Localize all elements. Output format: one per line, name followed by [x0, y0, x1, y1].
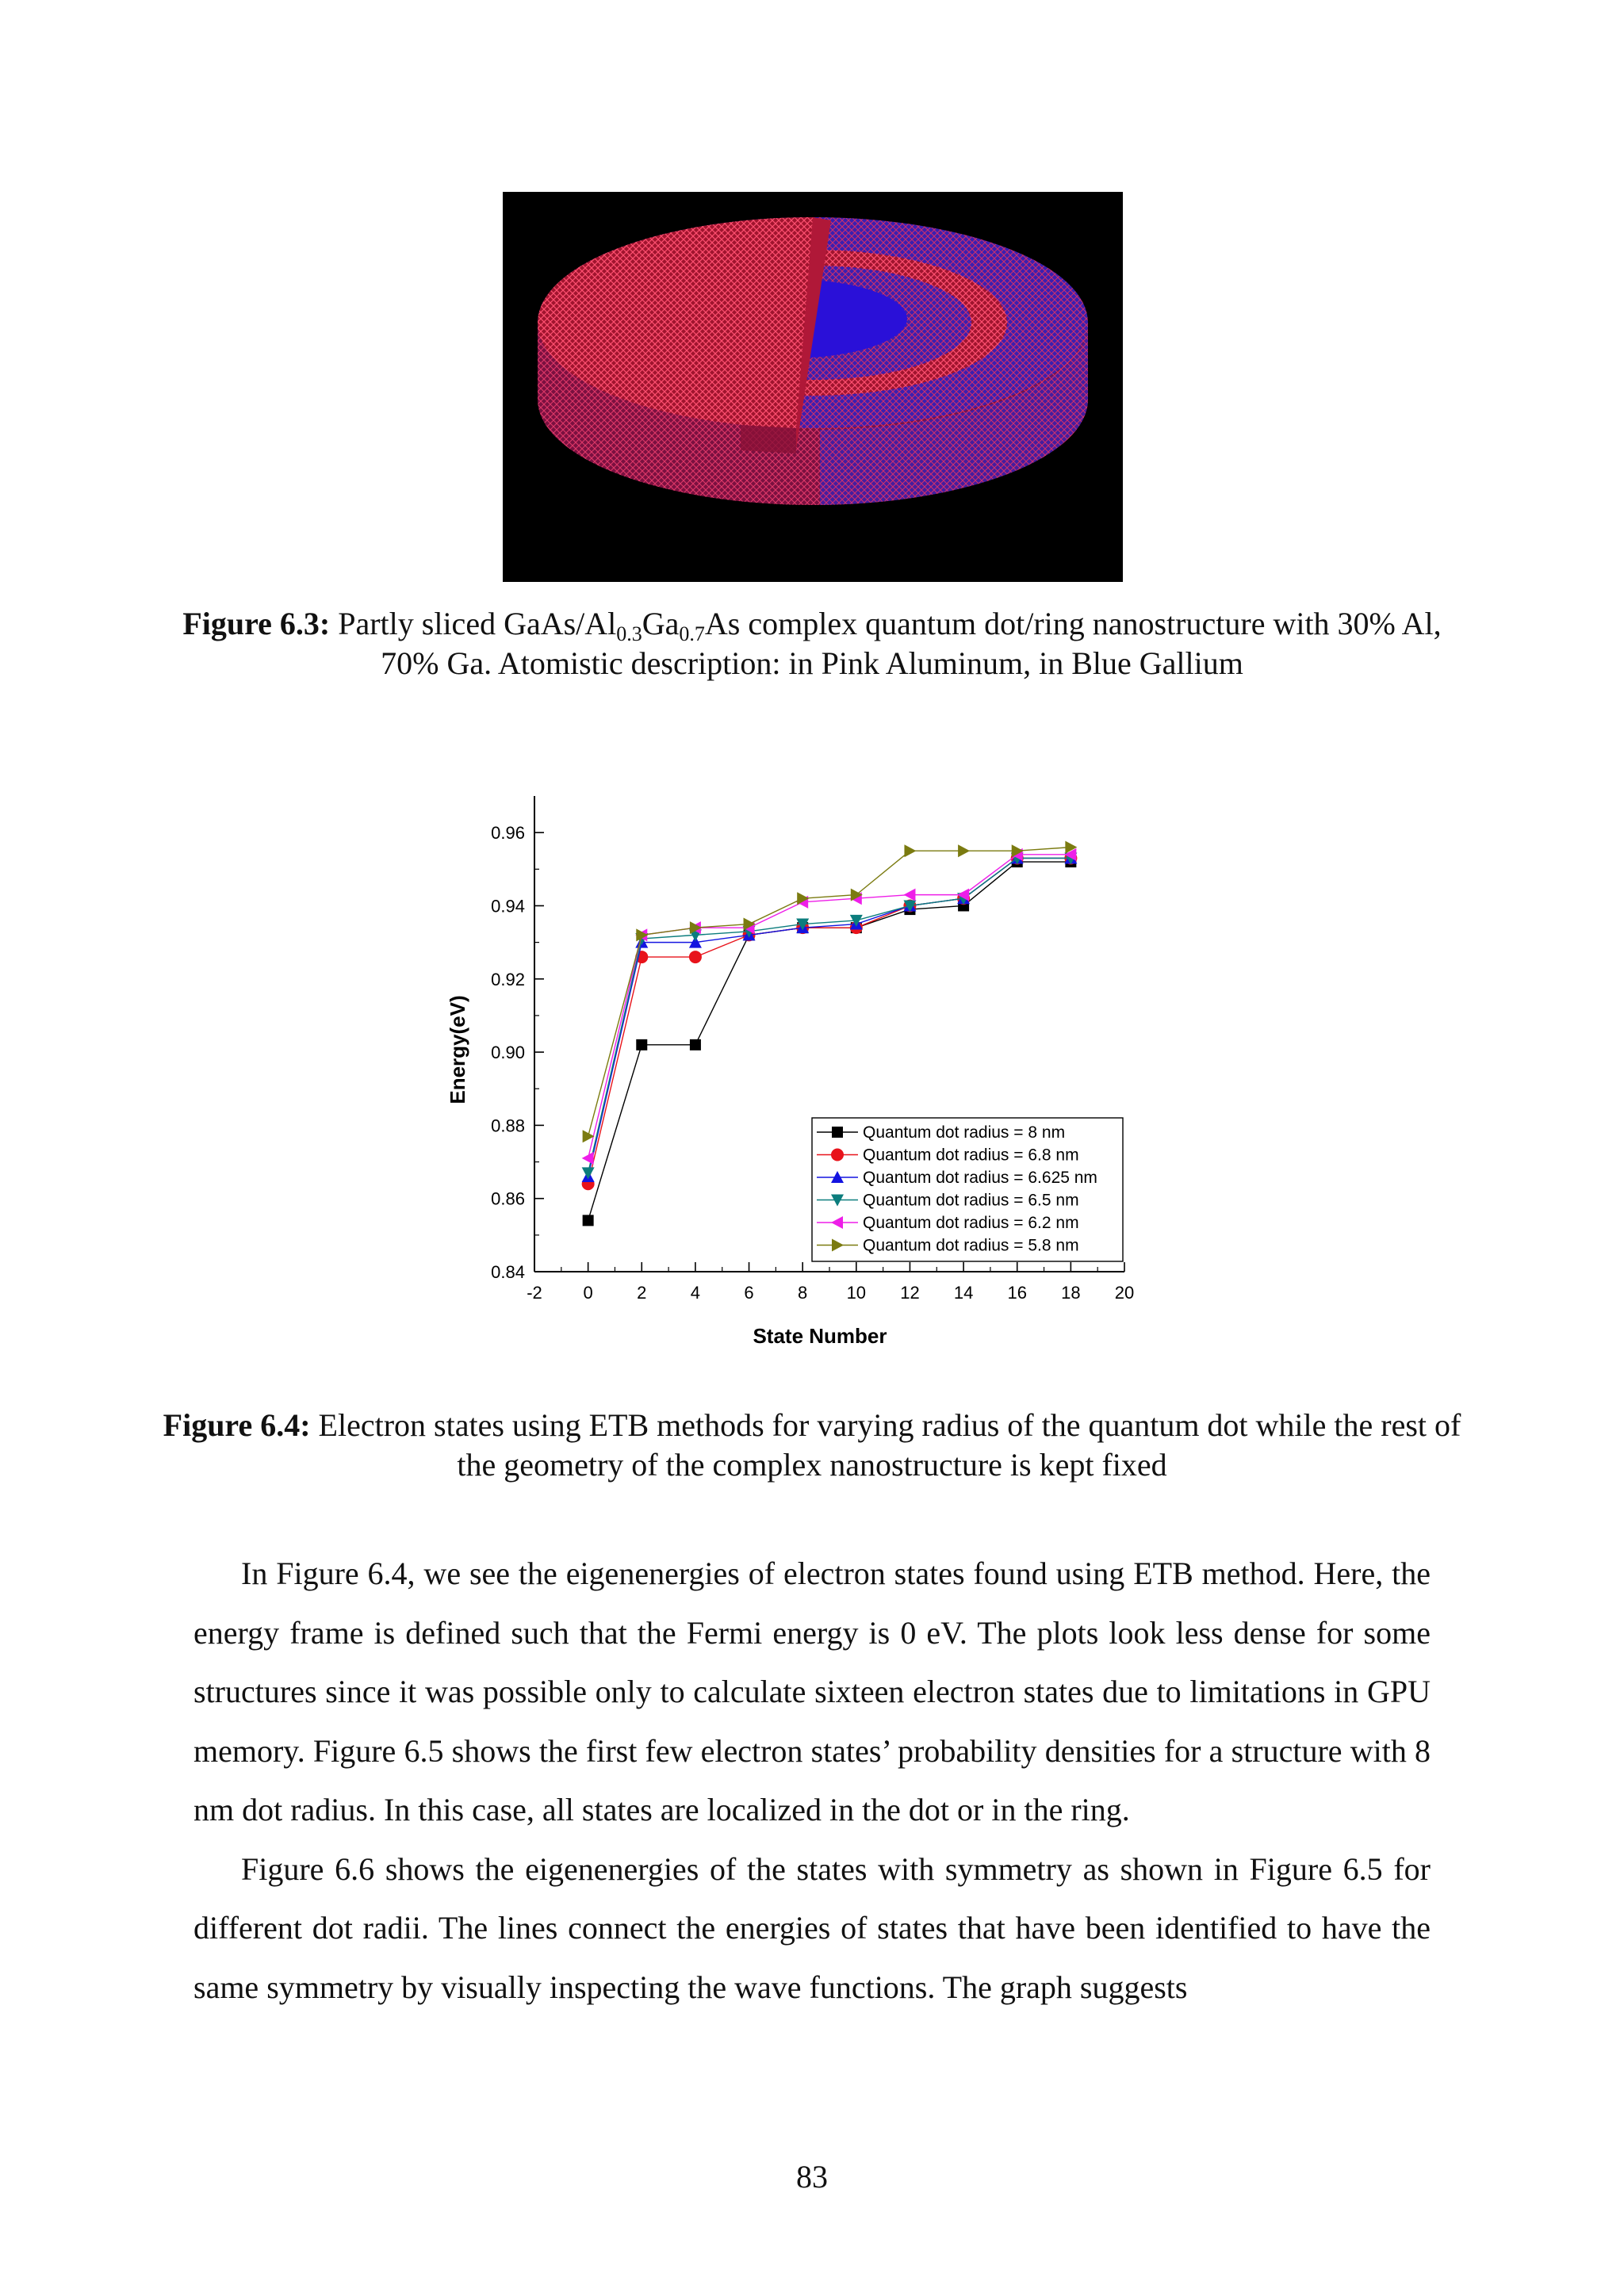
- subscript: 0.3: [616, 622, 642, 645]
- x-tick-label: 8: [798, 1283, 808, 1303]
- y-tick-label: 0.84: [491, 1262, 525, 1282]
- series-5: [582, 848, 1077, 1165]
- data-point: [636, 1039, 647, 1050]
- y-tick-label: 0.88: [491, 1115, 525, 1136]
- x-tick-label: 12: [900, 1283, 920, 1303]
- legend-label: Quantum dot radius = 6.625 nm: [863, 1169, 1097, 1187]
- series-line: [588, 848, 1071, 1137]
- subscript: 0.7: [679, 622, 705, 645]
- data-point: [904, 844, 916, 857]
- y-tick-label: 0.86: [491, 1188, 525, 1209]
- y-axis-title: Energy(eV): [446, 995, 469, 1104]
- series-6: [583, 841, 1078, 1143]
- data-point: [958, 844, 970, 857]
- series-line: [588, 855, 1071, 1158]
- paragraph-1: In Figure 6.4, we see the eigenenergies of electron states found using ETB method. Here, the energy frame is defined such that the Fermi energy is 0 eV. The plots look less dense for some structures since it was possible only to calculate sixteen electron states due to limitations in GPU memory. Figure 6.5 shows the first few electron states’ probability densities for a structure with 8 nm dot radius. In this case, all states are localized in the dot or in the ring.: [193, 1556, 1431, 1827]
- x-tick-label: 20: [1114, 1283, 1135, 1303]
- caption-text: Partly sliced GaAs/Al: [330, 606, 617, 641]
- data-point: [903, 889, 915, 901]
- data-point: [690, 1039, 701, 1050]
- caption-text: As complex quantum dot/ring nanostructure with 30% Al, 70% Ga. Atomistic description: in Pink Aluminum, in Blue Gallium: [381, 606, 1442, 681]
- x-tick-label: -2: [527, 1283, 542, 1303]
- y-tick-label: 0.92: [491, 969, 525, 989]
- x-tick-label: 6: [744, 1283, 754, 1303]
- figure-label: Figure 6.3:: [182, 606, 331, 641]
- figure-6-4-caption: [159, 1406, 1465, 1485]
- data-point: [582, 1152, 594, 1165]
- data-point: [832, 1127, 843, 1138]
- legend: [812, 1118, 1123, 1261]
- data-point: [583, 1215, 594, 1226]
- page-number: 83: [796, 2159, 828, 2195]
- legend-label: Quantum dot radius = 6.2 nm: [863, 1214, 1079, 1232]
- y-tick-label: 0.94: [491, 896, 525, 916]
- x-axis-title: State Number: [753, 1324, 887, 1348]
- legend-label: Quantum dot radius = 6.8 nm: [863, 1146, 1079, 1165]
- legend-label: Quantum dot radius = 5.8 nm: [863, 1236, 1079, 1255]
- data-point: [831, 1149, 844, 1161]
- figure-6-3-caption: [159, 604, 1465, 683]
- x-tick-label: 4: [690, 1283, 701, 1303]
- x-tick-label: 10: [846, 1283, 867, 1303]
- legend-label: Quantum dot radius = 8 nm: [863, 1123, 1066, 1142]
- y-tick-label: 0.96: [491, 823, 525, 844]
- figure-label: Figure 6.4:: [163, 1407, 311, 1443]
- x-tick-label: 0: [583, 1283, 593, 1303]
- figure-6-3-image: [503, 192, 1123, 582]
- x-tick-label: 18: [1061, 1283, 1081, 1303]
- data-point: [582, 1167, 595, 1179]
- data-point: [689, 951, 702, 963]
- x-tick-label: 16: [1007, 1283, 1027, 1303]
- paragraph-2: Figure 6.6 shows the eigenenergies of the states with symmetry as shown in Figure 6.5 for different dot radii. The lines connect the energies of states that have been identified to have the same symmetry by visually inspecting the wave functions. The graph suggests: [193, 1850, 1431, 2005]
- legend-label: Quantum dot radius = 6.5 nm: [863, 1191, 1079, 1210]
- y-tick-label: 0.90: [491, 1043, 525, 1063]
- x-tick-label: 2: [637, 1283, 647, 1303]
- x-tick-label: 14: [953, 1283, 974, 1303]
- body-text: [193, 1544, 1431, 2017]
- caption-text: Ga: [642, 606, 680, 641]
- caption-text: Electron states using ETB methods for varying radius of the quantum dot while the rest of the geometry of the complex nanostructure is kept fixed: [310, 1407, 1461, 1483]
- figure-6-4-chart: [428, 785, 1158, 1356]
